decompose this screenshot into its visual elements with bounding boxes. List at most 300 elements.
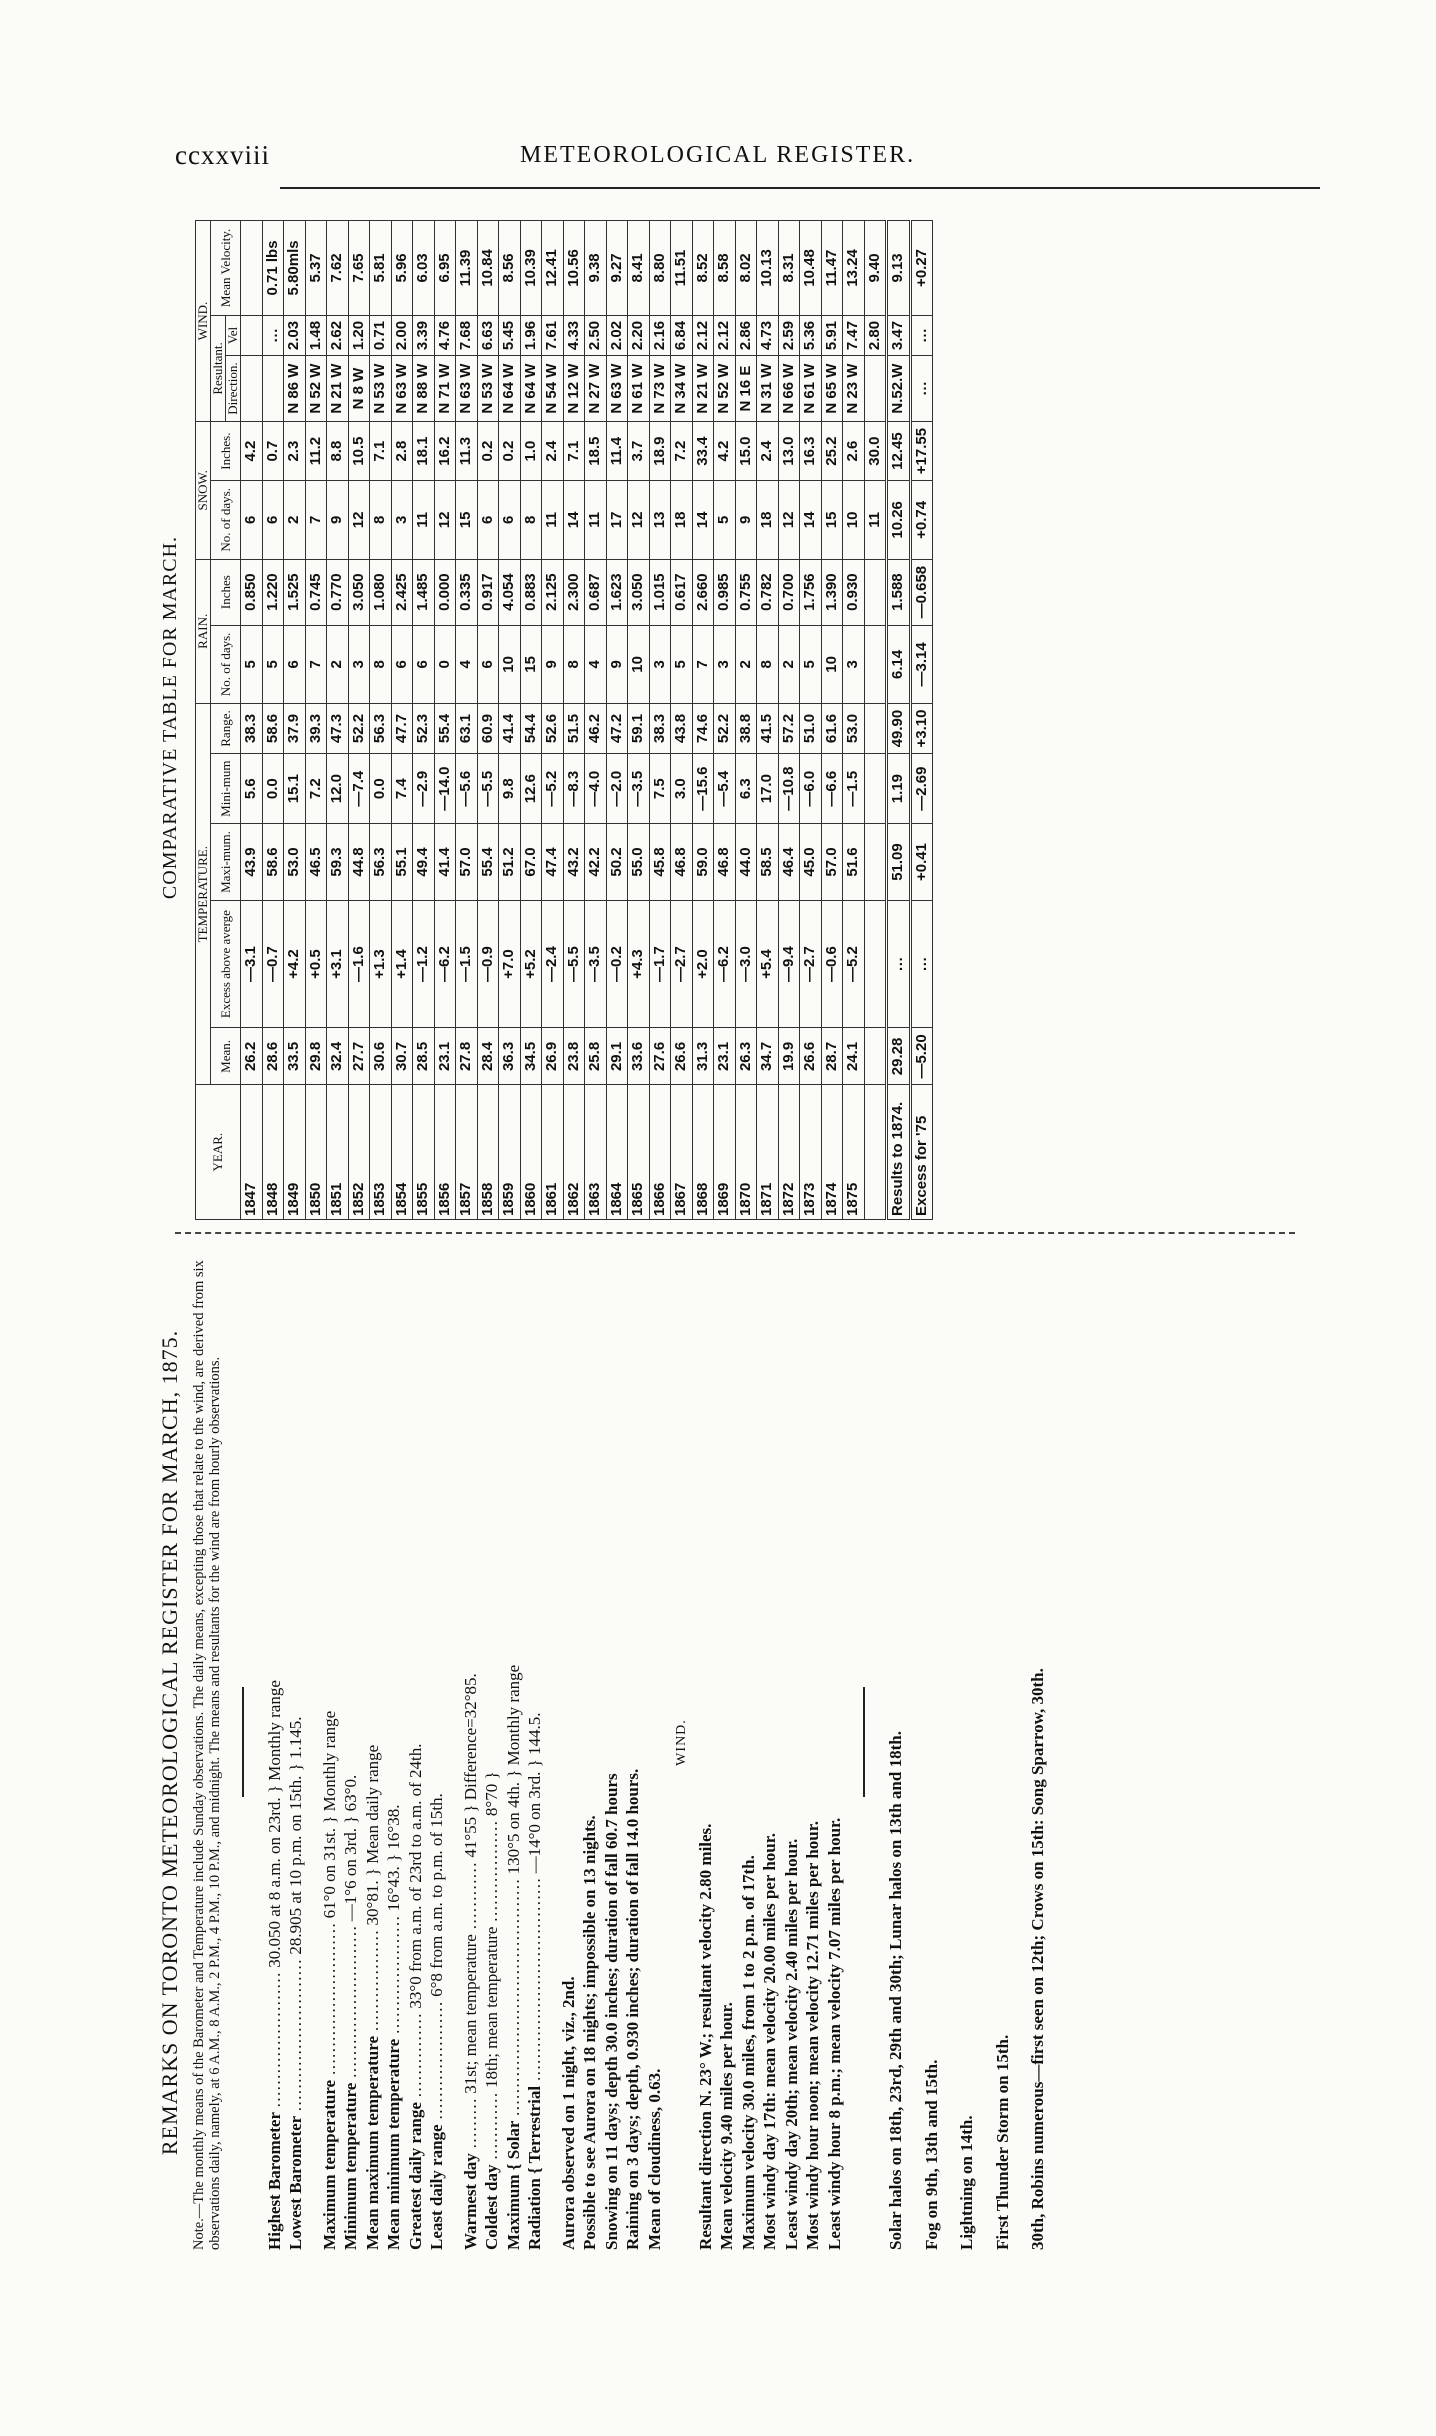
table-cell: +5.4: [757, 900, 779, 1028]
col-vel: Vel: [226, 315, 241, 355]
remark-line: [524, 1235, 546, 2250]
table-cell: 23.1: [434, 1028, 456, 1085]
remark-value: ……… 31st; mean temperature ………… 41°55 } Difference=32°85.: [460, 1673, 480, 2149]
table-cell: N 27 W: [585, 356, 607, 422]
table-cell: —1.6: [348, 900, 370, 1028]
divider: [242, 1688, 244, 1798]
table-cell: 11.51: [671, 221, 693, 316]
table-cell: 15.0: [735, 422, 757, 481]
table-cell: —14.0: [434, 753, 456, 823]
table-cell: N 73 W: [649, 356, 671, 422]
table-cell: 1865: [628, 1085, 650, 1220]
table-cell: +0.41: [910, 824, 933, 900]
table-cell: Results to 1874.: [887, 1085, 911, 1220]
table-cell: 1.19: [887, 753, 911, 823]
misc-line: Lightning on 14th.: [957, 2115, 976, 2250]
table-cell: 1870: [735, 1085, 757, 1220]
table-cell: —9.4: [778, 900, 800, 1028]
col-direction: Direction.: [226, 356, 241, 422]
table-row: [887, 221, 911, 1220]
table-cell: —15.6: [692, 753, 714, 823]
table-cell: 1859: [499, 1085, 521, 1220]
table-cell: 3.0: [671, 753, 693, 823]
table-cell: 41.5: [757, 704, 779, 754]
table-cell: —2.69: [910, 753, 933, 823]
remark-value: ……………………… 61°0 on 31st. } Monthly range: [319, 1710, 339, 2076]
table-cell: 4: [585, 625, 607, 703]
table-cell: —0.658: [910, 559, 933, 625]
table-cell: 54.4: [520, 704, 542, 754]
table-cell: 2: [778, 625, 800, 703]
table-cell: 55.4: [477, 824, 499, 900]
divider: [863, 1688, 865, 1798]
table-cell: 9.38: [585, 221, 607, 316]
table-row: [843, 221, 865, 1220]
table-cell: 14: [563, 481, 585, 559]
table-cell: 58.6: [262, 824, 284, 900]
table-cell: 7.1: [563, 422, 585, 481]
table-cell: 12.6: [520, 753, 542, 823]
table-cell: 43.2: [563, 824, 585, 900]
table-cell: 14: [800, 481, 822, 559]
table-row: [800, 221, 822, 1220]
table-cell: 12.45: [887, 422, 911, 481]
table-row: [413, 221, 435, 1220]
table-cell: 5.81: [370, 221, 392, 316]
remark-line: [362, 1235, 384, 2250]
table-cell: —5.4: [714, 753, 736, 823]
table-cell: 0.0: [370, 753, 392, 823]
wind-line: Most windy day 17th: mean velocity 20.00 miles per hour.: [760, 1833, 779, 2250]
table-cell: 57.0: [456, 824, 478, 900]
table-cell: 4.33: [563, 315, 585, 355]
table-cell: N 16 E: [735, 356, 757, 422]
table-cell: 4.76: [434, 315, 456, 355]
table-cell: [864, 559, 887, 625]
table-cell: N 71 W: [434, 356, 456, 422]
table-cell: 2.59: [778, 315, 800, 355]
table-cell: 2.300: [563, 559, 585, 625]
table-cell: 41.4: [434, 824, 456, 900]
table-cell: 8: [757, 625, 779, 703]
table-cell: 59.0: [692, 824, 714, 900]
table-cell: 44.8: [348, 824, 370, 900]
table-cell: 1.525: [284, 559, 306, 625]
table-cell: 0.782: [757, 559, 779, 625]
table-cell: 4.2: [241, 422, 263, 481]
table-cell: +5.2: [520, 900, 542, 1028]
table-row: [477, 221, 499, 1220]
table-cell: 1868: [692, 1085, 714, 1220]
table-cell: 1869: [714, 1085, 736, 1220]
table-cell: 13.24: [843, 221, 865, 316]
table-cell: 7: [305, 625, 327, 703]
table-cell: 10.39: [520, 221, 542, 316]
table-cell: 46.4: [778, 824, 800, 900]
table-cell: 1866: [649, 1085, 671, 1220]
remark-label: Coldest day: [482, 2164, 501, 2250]
table-cell: 47.7: [391, 704, 413, 754]
table-cell: 6.3: [735, 753, 757, 823]
table-cell: 12.41: [542, 221, 564, 316]
table-cell: 11.39: [456, 221, 478, 316]
group-temperature: TEMPERATURE.: [196, 704, 211, 1085]
table-cell: 0.700: [778, 559, 800, 625]
table-cell: —5.5: [563, 900, 585, 1028]
table-cell: —4.0: [585, 753, 607, 823]
remark-line: [383, 1235, 405, 2250]
table-cell: …: [910, 315, 933, 355]
table-cell: 56.3: [370, 824, 392, 900]
wind-line: Resultant direction N. 23° W.; resultant velocity 2.80 miles.: [695, 1823, 715, 2250]
table-row: [821, 221, 843, 1220]
table-cell: +2.0: [692, 900, 714, 1028]
table-cell: 2.62: [327, 315, 349, 355]
table-cell: 28.5: [413, 1028, 435, 1085]
table-cell: 59.3: [327, 824, 349, 900]
remark-value: …………………… 30.050 at 8 a.m. on 23rd. } Monthly range: [264, 1680, 284, 2109]
table-cell: 13.0: [778, 422, 800, 481]
table-cell: 55.1: [391, 824, 413, 900]
table-cell: 51.5: [563, 704, 585, 754]
table-cell: 0.850: [241, 559, 263, 625]
table-cell: 10: [628, 625, 650, 703]
table-cell: [241, 315, 263, 355]
remark-label: Greatest daily range: [405, 2102, 425, 2250]
table-cell: 7: [305, 481, 327, 559]
table-cell: 13: [649, 481, 671, 559]
table-cell: —6.2: [714, 900, 736, 1028]
table-cell: 30.0: [864, 422, 887, 481]
table-cell: …: [910, 356, 933, 422]
table-cell: 12: [628, 481, 650, 559]
table-cell: 51.0: [800, 704, 822, 754]
table-cell: 1847: [241, 1085, 263, 1220]
remark-value: …………………………………… 130°5 on 4th. } Monthly range: [503, 1664, 523, 2117]
table-cell: N 61 W: [628, 356, 650, 422]
table-cell: 10: [499, 625, 521, 703]
table-cell: 12: [778, 481, 800, 559]
table-cell: 1.48: [305, 315, 327, 355]
table-cell: 3: [714, 625, 736, 703]
table-cell: 52.6: [542, 704, 564, 754]
table-cell: 42.2: [585, 824, 607, 900]
table-row: [499, 221, 521, 1220]
remark-value: ……………………………… —14°0 on 3rd. } 144.5.: [525, 1712, 544, 2082]
table-cell: 2: [735, 625, 757, 703]
table-cell: 25.2: [821, 422, 843, 481]
table-cell: 38.3: [649, 704, 671, 754]
wind-line: Most windy hour noon; mean velocity 12.71 miles per hour.: [803, 1821, 822, 2250]
table-cell: 29.28: [887, 1028, 911, 1085]
table-cell: 1857: [456, 1085, 478, 1220]
group-rain: RAIN.: [196, 559, 211, 704]
table-cell: 3: [348, 625, 370, 703]
table-cell: 1873: [800, 1085, 822, 1220]
remark-line: [319, 1235, 341, 2250]
col-snow-inches: Inches.: [211, 422, 241, 481]
table-cell: 5.37: [305, 221, 327, 316]
table-cell: —10.8: [778, 753, 800, 823]
table-cell: 26.6: [671, 1028, 693, 1085]
remark-value: ……………… 30°81. } Mean daily range: [362, 1744, 382, 2032]
table-row: [563, 221, 585, 1220]
table-cell: 1855: [413, 1085, 435, 1220]
table-cell: 1851: [327, 1085, 349, 1220]
table-cell: [864, 1085, 887, 1220]
group-resultant: Resultant.: [211, 315, 226, 421]
table-cell: 57.2: [778, 704, 800, 754]
table-cell: 0.883: [520, 559, 542, 625]
header-rule: [280, 187, 1320, 189]
running-title: METEOROLOGICAL REGISTER.: [520, 142, 916, 168]
table-row: [305, 221, 327, 1220]
table-cell: 18.9: [649, 422, 671, 481]
table-cell: 2.03: [284, 315, 306, 355]
table-cell: 26.6: [800, 1028, 822, 1085]
table-cell: 27.8: [456, 1028, 478, 1085]
table-cell: +4.3: [628, 900, 650, 1028]
table-cell: 15: [456, 481, 478, 559]
table-cell: 1.588: [887, 559, 911, 625]
table-cell: …: [887, 900, 911, 1028]
remark-line: [579, 1235, 601, 2250]
table-cell: 46.8: [671, 824, 693, 900]
table-cell: 1.080: [370, 559, 392, 625]
table-cell: 33.4: [692, 422, 714, 481]
table-cell: [864, 753, 887, 823]
table-cell: 6: [284, 625, 306, 703]
table-cell: 8.8: [327, 422, 349, 481]
table-row: [757, 221, 779, 1220]
col-min: Mini-mum: [211, 753, 241, 823]
remark-line: [426, 1235, 448, 2250]
table-cell: 15: [821, 481, 843, 559]
table-cell: 56.3: [370, 704, 392, 754]
col-mean-velocity: Mean Velocity.: [211, 221, 241, 316]
table-cell: 3.39: [413, 315, 435, 355]
table-cell: 26.9: [542, 1028, 564, 1085]
table-cell: 9: [542, 625, 564, 703]
table-cell: 52.2: [714, 704, 736, 754]
table-cell: 0.335: [456, 559, 478, 625]
table-cell: 30.7: [391, 1028, 413, 1085]
table-cell: 8: [520, 481, 542, 559]
remark-label: Possible to see Aurora on 18 nights; impossible on 13 nights.: [580, 1815, 599, 2250]
table-cell: N 63 W: [456, 356, 478, 422]
table-cell: —6.2: [434, 900, 456, 1028]
table-cell: 27.6: [649, 1028, 671, 1085]
table-cell: [864, 704, 887, 754]
table-cell: 11: [413, 481, 435, 559]
table-row: [778, 221, 800, 1220]
table-cell: 15: [520, 625, 542, 703]
table-cell: 3: [843, 625, 865, 703]
table-cell: 58.5: [757, 824, 779, 900]
table-cell: 10.56: [563, 221, 585, 316]
table-cell: 8: [370, 481, 392, 559]
table-cell: +3.1: [327, 900, 349, 1028]
table-cell: 0.0: [262, 753, 284, 823]
table-cell: —2.7: [671, 900, 693, 1028]
table-row: [434, 221, 456, 1220]
table-cell: [864, 900, 887, 1028]
table-cell: 46.5: [305, 824, 327, 900]
table-cell: [864, 824, 887, 900]
table-cell: 45.8: [649, 824, 671, 900]
remark-line: [622, 1235, 644, 2250]
table-cell: 1.0: [520, 422, 542, 481]
table-cell: 18.1: [413, 422, 435, 481]
table-cell: 2.425: [391, 559, 413, 625]
table-cell: 4: [456, 625, 478, 703]
table-cell: —5.5: [477, 753, 499, 823]
table-cell: 6.14: [887, 625, 911, 703]
table-cell: …: [910, 900, 933, 1028]
table-cell: 10.13: [757, 221, 779, 316]
table-cell: 7.65: [348, 221, 370, 316]
table-cell: 3.47: [887, 315, 911, 355]
table-cell: —2.7: [800, 900, 822, 1028]
table-cell: 7.47: [843, 315, 865, 355]
table-cell: 2.02: [606, 315, 628, 355]
table-cell: 5.91: [821, 315, 843, 355]
group-wind: WIND.: [196, 221, 211, 422]
table-cell: 2.20: [628, 315, 650, 355]
table-cell: [864, 625, 887, 703]
table-cell: 11.4: [606, 422, 628, 481]
col-snow-days: No. of days.: [211, 481, 241, 559]
table-cell: 8.80: [649, 221, 671, 316]
wind-line: Least windy day 20th; mean velocity 2.40 miles per hour.: [781, 1838, 801, 2250]
misc-line: Fog on 9th, 13th and 15th.: [921, 2059, 941, 2250]
table-cell: 61.6: [821, 704, 843, 754]
rotated-content: [155, 210, 1315, 2250]
table-cell: N 21 W: [692, 356, 714, 422]
remark-label: Highest Barometer: [264, 2112, 284, 2250]
wind-lines: [695, 1235, 846, 2250]
table-cell: +3.10: [910, 704, 933, 754]
table-cell: 2.80: [864, 315, 887, 355]
table-cell: 43.9: [241, 824, 263, 900]
table-cell: 10.26: [887, 481, 911, 559]
table-cell: 29.8: [305, 1028, 327, 1085]
table-cell: 0.71: [370, 315, 392, 355]
table-cell: 50.2: [606, 824, 628, 900]
table-cell: 47.2: [606, 704, 628, 754]
table-cell: —3.5: [585, 900, 607, 1028]
table-cell: 1862: [563, 1085, 585, 1220]
table-cell: 10.84: [477, 221, 499, 316]
remark-line: [264, 1235, 286, 2250]
table-row: [735, 221, 757, 1220]
table-cell: 46.8: [714, 824, 736, 900]
table-cell: 1848: [262, 1085, 284, 1220]
table-cell: 0.71 lbs: [262, 221, 284, 316]
table-cell: —5.2: [542, 753, 564, 823]
table-cell: 10.48: [800, 221, 822, 316]
table-cell: 2.8: [391, 422, 413, 481]
table-row: [864, 221, 887, 1220]
table-cell: 12: [434, 481, 456, 559]
table-cell: +0.5: [305, 900, 327, 1028]
table-cell: 9.27: [606, 221, 628, 316]
table-cell: —0.7: [262, 900, 284, 1028]
table-cell: 37.9: [284, 704, 306, 754]
table-cell: [864, 356, 887, 422]
remark-line: [601, 1235, 623, 2250]
table-cell: N 54 W: [542, 356, 564, 422]
table-cell: 59.1: [628, 704, 650, 754]
table-cell: 10: [843, 481, 865, 559]
table-cell: 38.8: [735, 704, 757, 754]
remark-line: [405, 1235, 427, 2250]
table-cell: 0.770: [327, 559, 349, 625]
table-cell: 6: [413, 625, 435, 703]
table-cell: —5.6: [456, 753, 478, 823]
table-cell: 7.1: [370, 422, 392, 481]
table-cell: 6.03: [413, 221, 435, 316]
table-cell: 1864: [606, 1085, 628, 1220]
table-cell: —0.2: [606, 900, 628, 1028]
table-cell: 1858: [477, 1085, 499, 1220]
table-cell: 67.0: [520, 824, 542, 900]
table-cell: 32.4: [327, 1028, 349, 1085]
table-cell: 3: [649, 625, 671, 703]
table-cell: —3.1: [241, 900, 263, 1028]
table-cell: —6.0: [800, 753, 822, 823]
table-cell: 7.2: [305, 753, 327, 823]
table-cell: 9.40: [864, 221, 887, 316]
misc-line: Solar halos on 18th, 23rd, 29th and 30th; Lunar halos on 13th and 18th.: [886, 1731, 905, 2250]
table-cell: 28.4: [477, 1028, 499, 1085]
table-cell: 47.4: [542, 824, 564, 900]
table-cell: —0.6: [821, 900, 843, 1028]
table-row: [585, 221, 607, 1220]
table-cell: 1.20: [348, 315, 370, 355]
table-cell: +4.2: [284, 900, 306, 1028]
table-cell: 2.86: [735, 315, 757, 355]
table-cell: 6: [499, 481, 521, 559]
table-cell: 9: [735, 481, 757, 559]
table-row: [456, 221, 478, 1220]
table-cell: 28.6: [262, 1028, 284, 1085]
table-cell: +1.4: [391, 900, 413, 1028]
table-cell: 9.8: [499, 753, 521, 823]
table-cell: 1.220: [262, 559, 284, 625]
table-cell: 2: [327, 625, 349, 703]
table-cell: 0.000: [434, 559, 456, 625]
table-cell: [241, 221, 263, 316]
table-cell: 2.4: [757, 422, 779, 481]
remark-label: Snowing on 11 days; depth 30.0 inches; duration of fall 60.7 hours: [601, 1773, 621, 2250]
table-cell: 11: [542, 481, 564, 559]
table-cell: N 61 W: [800, 356, 822, 422]
table-cell: 52.3: [413, 704, 435, 754]
table-row: [348, 221, 370, 1220]
table-row: [692, 221, 714, 1220]
table-cell: 53.0: [843, 704, 865, 754]
table-cell: 34.7: [757, 1028, 779, 1085]
table-cell: 0.7: [262, 422, 284, 481]
table-cell: N 12 W: [563, 356, 585, 422]
table-cell: 49.4: [413, 824, 435, 900]
table-cell: 8.41: [628, 221, 650, 316]
table-cell: 12.0: [327, 753, 349, 823]
table-cell: 7.62: [327, 221, 349, 316]
table-cell: 9: [606, 625, 628, 703]
table-cell: 3.050: [628, 559, 650, 625]
